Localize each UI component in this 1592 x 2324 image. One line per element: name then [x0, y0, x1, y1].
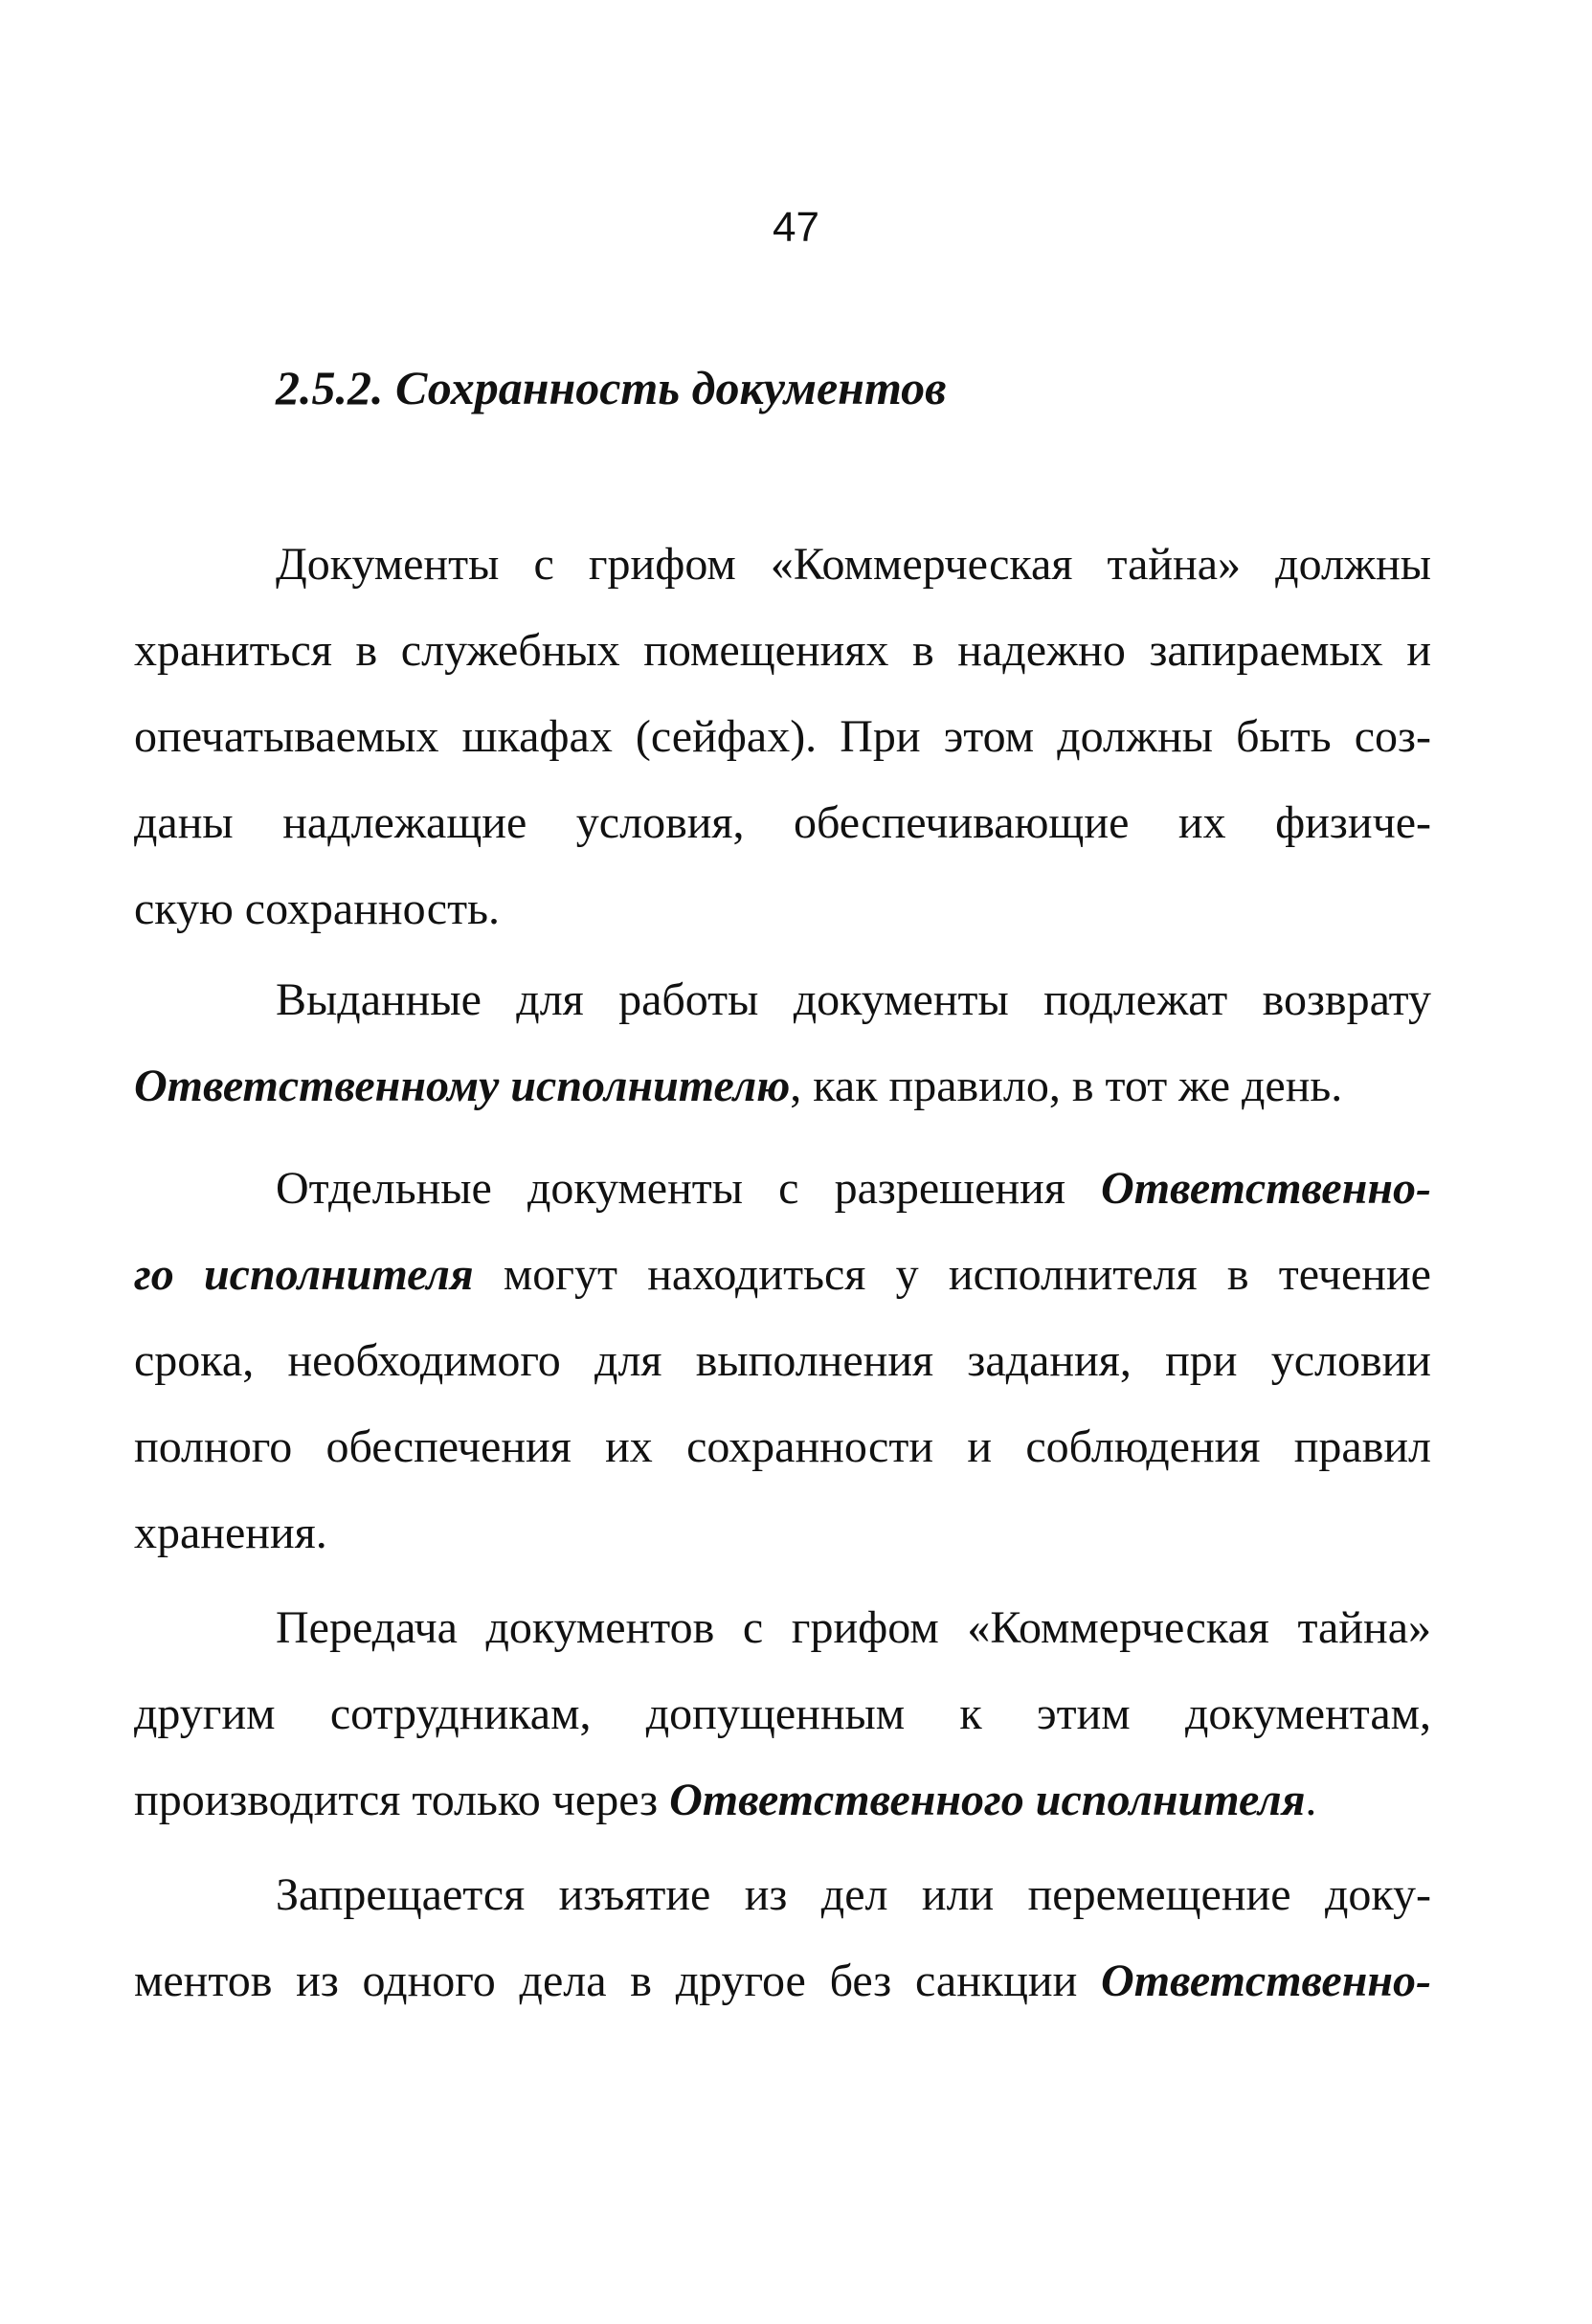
paragraph-document-transfer	[134, 1585, 1431, 1844]
paragraph-storage-requirements	[134, 522, 1431, 952]
section-heading: 2.5.2. Сохранность документов	[276, 361, 947, 414]
text-line: Выданные для работы документы подлежат возврату	[276, 974, 1431, 1025]
text-line: Передача документов с грифом «Коммерческая тайна»	[276, 1602, 1431, 1653]
page-number: 47	[773, 204, 819, 251]
emphasis-responsible-executor: Ответственному исполнителю	[134, 1061, 791, 1111]
text-line: полного обеспечения их сохранности и соблюдения правил	[134, 1421, 1431, 1472]
text-line: Документы с грифом «Коммерческая тайна» должны	[276, 539, 1431, 590]
text-line: опечатываемых шкафах (сейфах). При этом должны быть соз-	[134, 711, 1431, 762]
emphasis-responsible-executor: Ответственного исполнителя	[669, 1775, 1306, 1825]
text-line: ментов из одного дела в другое без санкции Ответственно-	[134, 1955, 1431, 2006]
text-line: производится только через Ответственного исполнителя.	[134, 1775, 1317, 1825]
paragraph-removal-prohibition	[134, 1852, 1431, 2024]
text-line: Отдельные документы с разрешения Ответственно-	[276, 1163, 1431, 1214]
paragraph-document-return	[134, 957, 1431, 1129]
emphasis-responsible-executor: Ответственно-	[1101, 1955, 1431, 2006]
text-line: Запрещается изъятие из дел или перемещение доку-	[276, 1869, 1431, 1920]
text-line: храниться в служебных помещениях в надежно запираемых и	[134, 625, 1431, 676]
paragraph-individual-documents	[134, 1146, 1431, 1576]
text-line: скую сохранность.	[134, 883, 500, 934]
emphasis-responsible-executor: Ответственно-	[1101, 1163, 1431, 1214]
text-line: даны надлежащие условия, обеспечивающие их физиче-	[134, 797, 1431, 848]
text-line: другим сотрудникам, допущенным к этим документам,	[134, 1688, 1431, 1739]
text-line: го исполнителя могут находиться у исполнителя в течение	[134, 1249, 1431, 1300]
emphasis-responsible-executor: го исполнителя	[134, 1249, 474, 1300]
text-line: хранения.	[134, 1508, 327, 1558]
text-line: Ответственному исполнителю, как правило, в тот же день.	[134, 1061, 1343, 1111]
text-line: срока, необходимого для выполнения задания, при условии	[134, 1335, 1431, 1386]
